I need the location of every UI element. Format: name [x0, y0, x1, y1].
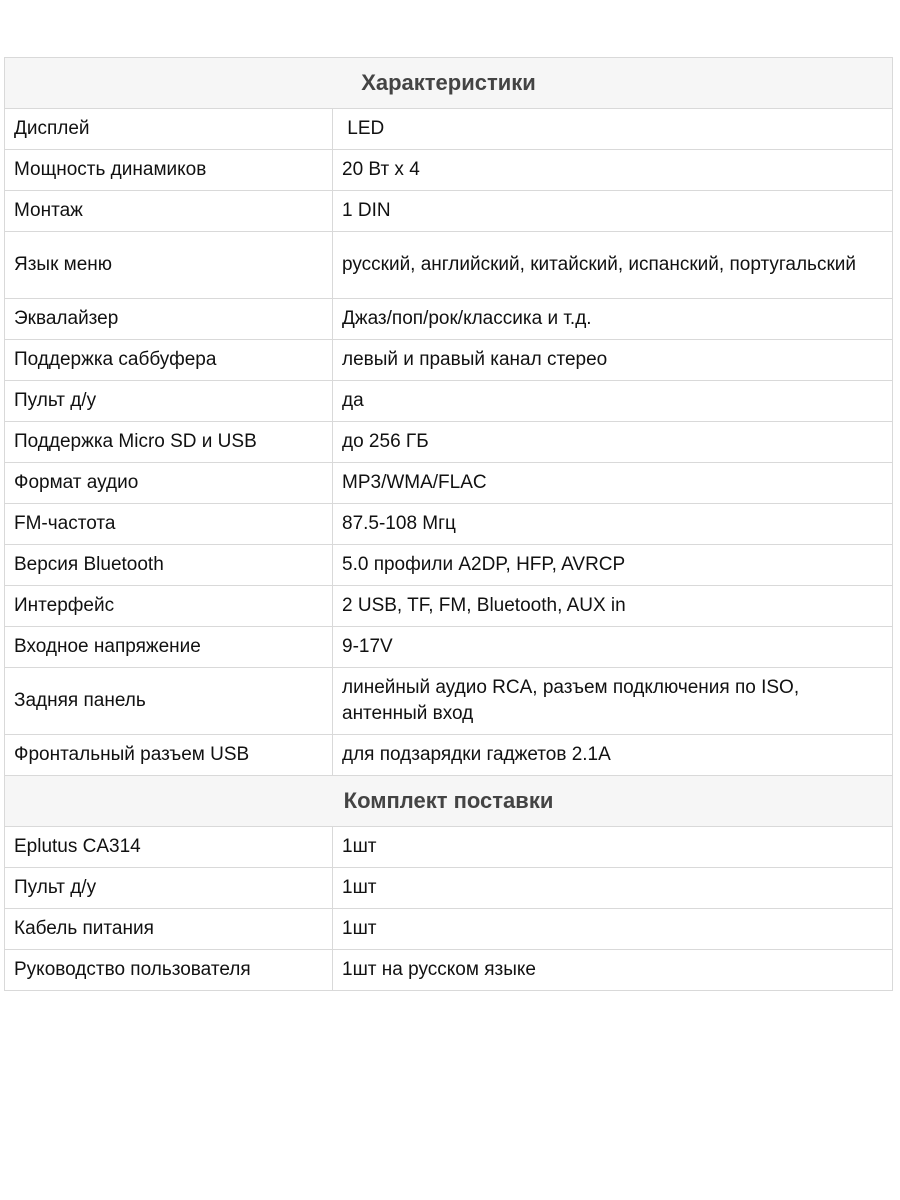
row-value: LED	[333, 109, 893, 150]
row-value: для подзарядки гаджетов 2.1А	[333, 735, 893, 776]
row-value: русский, английский, китайский, испанский, португальский	[333, 232, 893, 299]
section-title: Характеристики	[5, 58, 893, 109]
row-label: Монтаж	[5, 191, 333, 232]
row-label: Кабель питания	[5, 909, 333, 950]
table-row	[5, 627, 893, 668]
row-label: Поддержка саббуфера	[5, 340, 333, 381]
row-label: Дисплей	[5, 109, 333, 150]
section-title: Комплект поставки	[5, 776, 893, 827]
row-value: 5.0 профили A2DP, HFP, AVRCP	[333, 545, 893, 586]
row-label: FM-частота	[5, 504, 333, 545]
row-value: левый и правый канал стерео	[333, 340, 893, 381]
row-value: до 256 ГБ	[333, 422, 893, 463]
table-row	[5, 463, 893, 504]
row-value: 1шт	[333, 868, 893, 909]
row-value: 1шт	[333, 909, 893, 950]
table-row	[5, 232, 893, 299]
table-row	[5, 422, 893, 463]
table-row	[5, 909, 893, 950]
row-label: Входное напряжение	[5, 627, 333, 668]
row-value: 9-17V	[333, 627, 893, 668]
section-header-specs	[5, 58, 893, 109]
row-label: Поддержка Micro SD и USB	[5, 422, 333, 463]
row-label: Формат аудио	[5, 463, 333, 504]
table-row	[5, 545, 893, 586]
row-value: да	[333, 381, 893, 422]
row-label: Пульт д/у	[5, 381, 333, 422]
table-row	[5, 340, 893, 381]
table-row	[5, 868, 893, 909]
section-header-package	[5, 776, 893, 827]
table-row	[5, 827, 893, 868]
row-value: 2 USB, TF, FM, Bluetooth, AUX in	[333, 586, 893, 627]
row-value: MP3/WMA/FLAC	[333, 463, 893, 504]
row-label: Мощность динамиков	[5, 150, 333, 191]
row-value: 87.5-108 Мгц	[333, 504, 893, 545]
row-value: 20 Вт х 4	[333, 150, 893, 191]
row-value: линейный аудио RCA, разъем подключения по ISO, антенный вход	[333, 668, 893, 735]
row-label: Пульт д/у	[5, 868, 333, 909]
table-row	[5, 668, 893, 735]
table-row	[5, 381, 893, 422]
table-row	[5, 299, 893, 340]
table-row	[5, 735, 893, 776]
table-row	[5, 586, 893, 627]
table-row	[5, 504, 893, 545]
row-value: 1 DIN	[333, 191, 893, 232]
row-label: Eplutus CA314	[5, 827, 333, 868]
table-row	[5, 191, 893, 232]
row-label: Версия Bluetooth	[5, 545, 333, 586]
table-row	[5, 950, 893, 991]
row-label: Интерфейс	[5, 586, 333, 627]
row-value: Джаз/поп/рок/классика и т.д.	[333, 299, 893, 340]
row-value: 1шт	[333, 827, 893, 868]
table-row	[5, 109, 893, 150]
row-label: Руководство пользователя	[5, 950, 333, 991]
row-label: Задняя панель	[5, 668, 333, 735]
row-label: Эквалайзер	[5, 299, 333, 340]
row-label: Фронтальный разъем USB	[5, 735, 333, 776]
row-label: Язык меню	[5, 232, 333, 299]
table-row	[5, 150, 893, 191]
spec-table	[4, 57, 893, 991]
row-value: 1шт на русском языке	[333, 950, 893, 991]
